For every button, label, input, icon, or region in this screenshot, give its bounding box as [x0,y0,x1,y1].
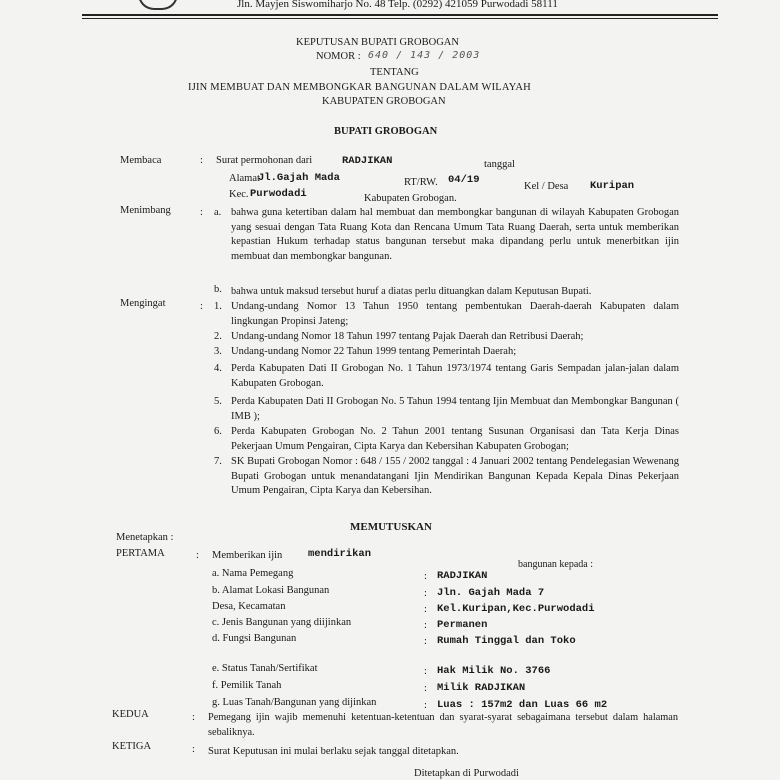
kedua-label: KEDUA [112,709,149,720]
pertama-sep: : [196,550,199,561]
detail-row-sep: : [424,636,427,647]
detail-row-value: Hak Milik No. 3766 [437,665,551,677]
kel-value: Kuripan [590,180,635,192]
subject-line-1: IJIN MEMBUAT DAN MEMBONGKAR BANGUNAN DALAM WILAYAH [188,82,531,93]
mengingat-item-text: Perda Kabupaten Dati II Grobogan No. 5 Tahun 1994 tentang Ijin Membuat dan Membongkar Bangunan ( IMB ); [231,396,679,422]
decree-number-label: NOMOR : [316,51,361,62]
decree-title: KEPUTUSAN BUPATI GROBOGAN [296,37,459,48]
menetapkan-label: Menetapkan : [116,532,174,543]
ditetapkan-text: Ditetapkan di Purwodadi [414,768,519,779]
letterhead-rule-thick [82,14,718,16]
detail-row-label: g. Luas Tanah/Bangunan yang dijinkan [212,697,377,708]
mengingat-item-number: 1. [214,301,222,312]
mengingat-item-text: SK Bupati Grobogan Nomor : 648 / 155 / 2002 tanggal : 4 Januari 2002 tentang Pendelegasian Wewenang Bupati Grobogan untuk menandatangani Ijin Mendirikan Bangunan Kepada Kepala Dinas Pekerjaan Umum Pengairan, Cipta Karya dan Kebersihan. [231,456,679,496]
detail-row-sep: : [424,604,427,615]
detail-row-sep: : [424,620,427,631]
menimbang-b-text: bahwa untuk maksud tersebut huruf a diatas perlu dituangkan dalam Keputusan Bupati. [231,286,592,297]
detail-row-value: Milik RADJIKAN [437,682,526,694]
membaca-text: Surat permohonan dari [216,155,313,166]
kabupaten-text: Kabupaten Grobogan. [364,193,457,204]
kedua-sep: : [192,712,195,723]
mengingat-label: Mengingat [120,298,166,309]
detail-row-label: c. Jenis Bangunan yang diijinkan [212,617,352,628]
kec-value: Purwodadi [250,188,307,200]
rt-value: 04/19 [448,174,480,186]
pertama-text: Memberikan ijin [212,550,283,561]
rt-label: RT/RW. [404,177,438,188]
authority-heading: BUPATI GROBOGAN [334,126,438,137]
alamat-label: Alamat [229,173,260,184]
letterhead-rule-thin [82,18,718,19]
ketiga-text: Surat Keputusan ini mulai berlaku sejak tanggal ditetapkan. [208,746,459,757]
detail-row-sep: : [424,666,427,677]
detail-row-label: e. Status Tanah/Sertifikat [212,663,318,674]
detail-row-label: b. Alamat Lokasi Bangunan [212,585,330,596]
mengingat-item-number: 4. [214,363,222,374]
detail-row-value: RADJIKAN [437,570,488,582]
detail-row-value: Permanen [437,619,488,631]
pertama-label: PERTAMA [116,548,165,559]
menimbang-sep: : [200,207,203,218]
detail-row-value: Jln. Gajah Mada 7 [437,587,545,599]
menimbang-label: Menimbang [120,205,171,216]
menimbang-a-text: bahwa guna ketertiban dalam hal membuat dan membongkar bangunan di wilayah Kabupaten Grobogan yang sesuai dengan Tata Ruang Kota dan Rencana Umum Tata Ruang Daerah, serta untuk memberikan kepastian Hukum terhadap status bangunan tersebut maka dipandang perlu untuk menerbitkan ijin membuat dan membongkar bangunan. [231,207,679,262]
menimbang-b-mark: b. [214,284,222,295]
ketiga-label: KETIGA [112,741,152,752]
mengingat-item-text: Perda Kabupaten Dati II Grobogan No. 1 Tahun 1973/1974 tentang Garis Sempadan jalan-jalan dalam Kabupaten Grobogan. [231,363,679,389]
ijin-type: mendirikan [308,548,372,560]
tentang-heading: TENTANG [370,67,419,78]
kepada-text: bangunan kepada : [518,559,593,570]
detail-row-sep: : [424,588,427,599]
mengingat-item-number: 2. [214,331,222,342]
membaca-sep: : [200,155,203,166]
ketiga-sep: : [192,744,195,755]
detail-row-sep: : [424,700,427,711]
mengingat-item-text: Undang-undang Nomor 18 Tahun 1997 tentang Pajak Daerah dan Retribusi Daerah; [231,331,584,342]
mengingat-item-text: Perda Kabupaten Grobogan No. 2 Tahun 2001 tentang Susunan Organisasi dan Tata Kerja Dinas Pekerjaan Umum Pengairan, Cipta Karya dan Kebersihan Kabupaten Grobogan; [231,426,679,452]
alamat-value: Jl.Gajah Mada [258,172,340,184]
mengingat-item-text: Undang-undang Nomor 13 Tahun 1950 tentang pembentukan Daerah-daerah Kabupaten dalam lingkungan Propinsi Jateng; [231,301,679,327]
menimbang-a-mark: a. [214,207,222,218]
applicant-name: RADJIKAN [342,155,393,167]
detail-row-value: Kel.Kuripan,Kec.Purwodadi [437,603,595,615]
detail-row-sep: : [424,683,427,694]
detail-row-value: Rumah Tinggal dan Toko [437,635,576,647]
mengingat-item-number: 5. [214,396,222,407]
mengingat-item-number: 7. [214,456,222,467]
kel-label: Kel / Desa [524,181,569,192]
detail-row-label: f. Pemilik Tanah [212,680,282,691]
decree-number-value: 640 / 143 / 2003 [368,50,481,61]
letterhead-address: Jln. Mayjen Siswomiharjo No. 48 Telp. (0292) 421059 Purwodadi 58111 [237,0,558,10]
detail-row-label: a. Nama Pemegang [212,568,294,579]
mengingat-sep: : [200,301,203,312]
detail-row-label: d. Fungsi Bangunan [212,633,297,644]
mengingat-item-text: Undang-undang Nomor 22 Tahun 1999 tentang Pemerintah Daerah; [231,346,517,357]
kec-label: Kec. [229,189,249,200]
detail-row-value: Luas : 157m2 dan Luas 66 m2 [437,699,608,711]
detail-row-sep: : [424,571,427,582]
membaca-label: Membaca [120,155,162,166]
mengingat-item-number: 3. [214,346,222,357]
regency-emblem-icon [138,0,178,10]
detail-row-label: Desa, Kecamatan [212,601,286,612]
tanggal-label: tanggal [484,159,515,170]
mengingat-item-number: 6. [214,426,222,437]
subject-line-2: KABUPATEN GROBOGAN [322,96,446,107]
memutuskan-heading: MEMUTUSKAN [350,521,432,533]
kedua-text: Pemegang ijin wajib memenuhi ketentuan-ketentuan dan syarat-syarat sebagaimana tersebut dalam halaman sebaliknya. [208,712,678,738]
